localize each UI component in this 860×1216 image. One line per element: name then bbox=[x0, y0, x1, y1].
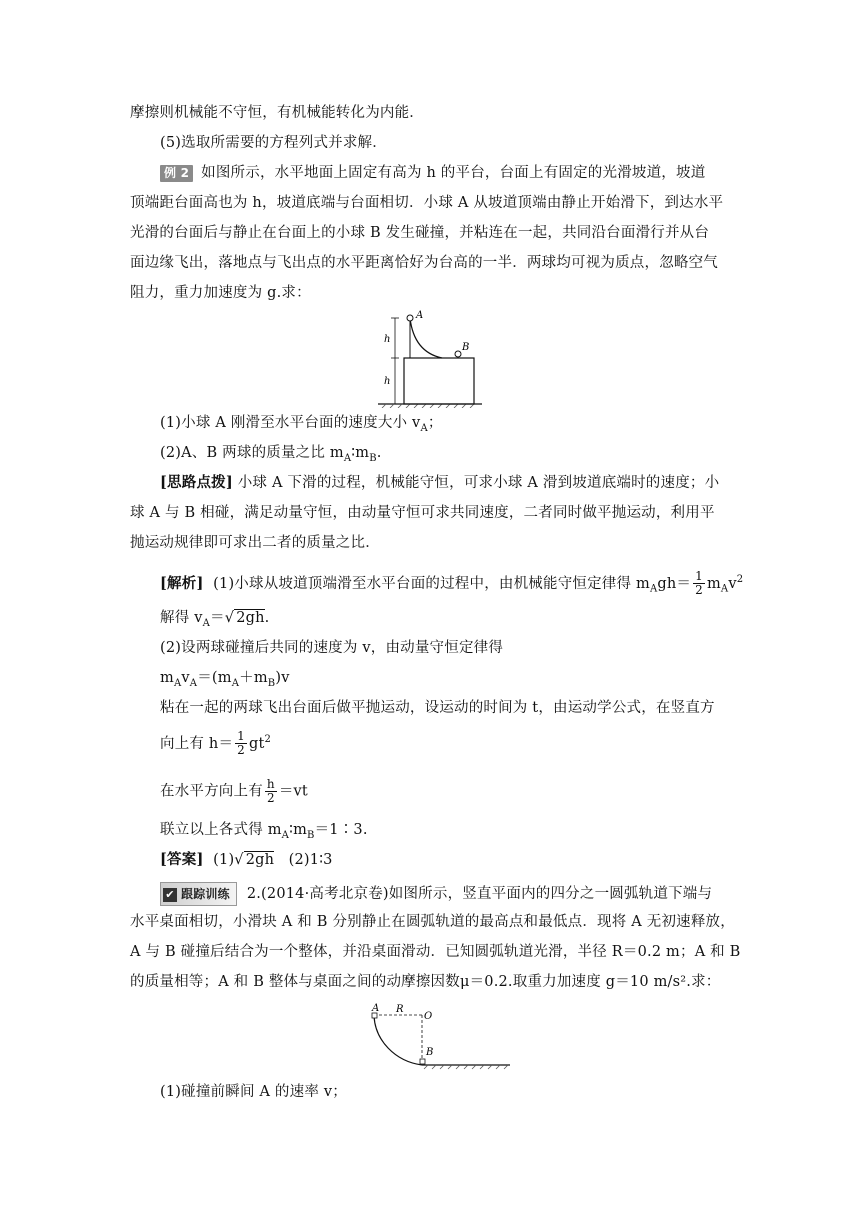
solution-line-3: (2)设两球碰撞后共同的速度为 v，由动量守恒定律得 bbox=[160, 640, 504, 656]
training-tag: ✔ 跟踪训练 bbox=[160, 882, 237, 906]
solution-line-2: 解得 $v_A=√$ 2gh. bbox=[160, 610, 270, 629]
example-line-2: 顶端距台面高也为 h，坡道底端与台面相切．小球 A 从坡道顶端由静止开始滑下，到达水平 bbox=[130, 195, 724, 211]
label-h-upper: h bbox=[384, 334, 391, 345]
text: 如图所示，水平地面上固定有高为 h 的平台，台面上有固定的光滑坡道，坡道 bbox=[201, 165, 706, 181]
solution-line-1: [解析] (1)小球从坡道顶端滑至水平台面的过程中，由机械能守恒定律得 $m_Agh=$ $\frac{1}{2}$ $m_Av^2$ bbox=[160, 569, 744, 598]
training-line-2: 水平桌面相切，小滑块 A 和 B 分别静止在圆弧轨道的最高点和最低点．现将 A 无初速释放， bbox=[130, 914, 735, 930]
solution-line-7: 在水平方向上有 $\frac{h}{2}$ ＝vt bbox=[160, 777, 308, 805]
example-line-1 bbox=[160, 163, 705, 183]
label-a: A bbox=[416, 310, 424, 321]
ramp-platform-figure bbox=[370, 308, 490, 408]
arc-track-figure bbox=[360, 1003, 520, 1071]
text-line: 摩擦则机械能不守恒，有机械能转化为内能． bbox=[130, 105, 424, 121]
step-5: (5)选取所需要的方程列式并求解． bbox=[160, 135, 387, 151]
example-badge: 例 2 bbox=[160, 165, 193, 182]
solution-line-6: 向上有 h＝ $\frac{1}{2}$ $gt^2$ bbox=[160, 729, 272, 758]
hint-line-2: 球 A 与 B 相碰，满足动量守恒，由动量守恒可求共同速度，二者同时做平抛运动，利用平 bbox=[130, 505, 715, 521]
training-line-3: A 与 B 碰撞后结合为一个整体，并沿桌面滑动．已知圆弧轨道光滑，半径 R＝0.2 m；A 和 B bbox=[130, 944, 741, 960]
label-h-lower: h bbox=[384, 376, 391, 387]
question-1: (1)小球 A 刚滑至水平台面的速度大小 $v_A$； bbox=[160, 415, 443, 434]
hint-line-3: 抛运动规律即可求出二者的质量之比． bbox=[130, 535, 380, 551]
solution-line-4: $m_Av_A=(m_A+m_B)v$ bbox=[160, 670, 290, 689]
hint-label: [思路点拨] bbox=[160, 474, 233, 491]
example-line-5: 阻力，重力加速度为 g.求： bbox=[130, 285, 311, 301]
check-icon: ✔ bbox=[163, 888, 177, 902]
solution-line-5: 粘在一起的两球飞出台面后做平抛运动，设运动的时间为 t，由运动学公式，在竖直方 bbox=[160, 700, 715, 716]
example-line-3: 光滑的台面后与静止在台面上的小球 B 发生碰撞，并粘连在一起，共同沿台面滑行并从台 bbox=[130, 225, 710, 241]
label-r: R bbox=[396, 1004, 404, 1015]
solution-line-8: 联立以上各式得 $m_A∶m_B=1∶3$. bbox=[160, 822, 368, 841]
label-a: A bbox=[372, 1003, 380, 1014]
answer-label: [答案] bbox=[160, 851, 204, 868]
label-b: B bbox=[462, 342, 470, 353]
example-line-4: 面边缘飞出，落地点与飞出点的水平距离恰好为台高的一半．两球均可视为质点，忽略空气 bbox=[130, 255, 718, 271]
question-2: (2)A、B 两球的质量之比 $m_A∶m_B$. bbox=[160, 445, 382, 464]
label-b: B bbox=[426, 1047, 434, 1058]
training-question-1: (1)碰撞前瞬间 A 的速率 v； bbox=[160, 1084, 347, 1100]
answer-line: [答案] (1)√ 2gh (2)1∶3 bbox=[160, 851, 333, 868]
hint-line-1: [思路点拨] 小球 A 下滑的过程，机械能守恒，可求小球 A 滑到坡道底端时的速度；小 bbox=[160, 474, 720, 491]
label-o: O bbox=[424, 1011, 433, 1022]
training-line-4: 的质量相等；A 和 B 整体与桌面之间的动摩擦因数μ＝0.2.取重力加速度 g＝10 m/s².求： bbox=[130, 974, 721, 990]
solution-label: [解析] bbox=[160, 574, 204, 592]
training-line-1: ✔ 跟踪训练 2.(2014·高考北京卷)如图所示，竖直平面内的四分之一圆弧轨道下端与 bbox=[160, 882, 712, 906]
